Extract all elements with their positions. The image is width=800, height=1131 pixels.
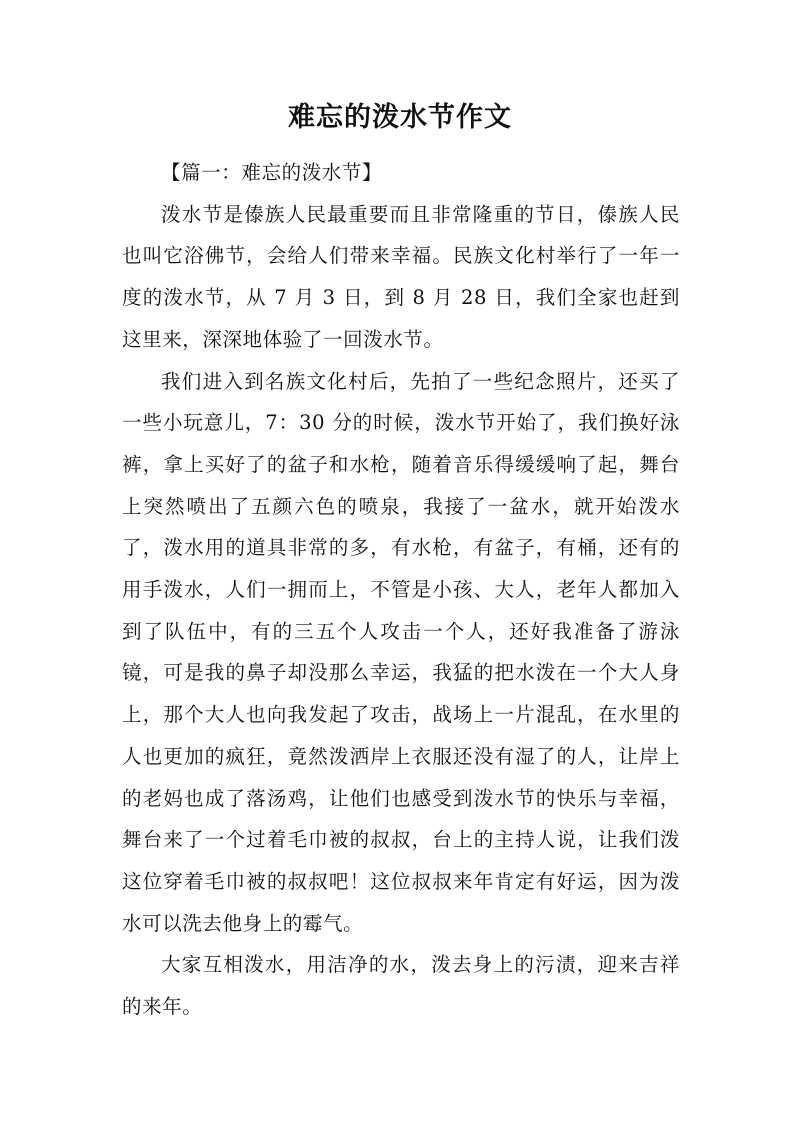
paragraph-1: 泼水节是傣族人民最重要而且非常隆重的节日，傣族人民也叫它浴佛节，会给人们带来幸福。民族文化村举行了一年一度的泼水节，从 7 月 3 日，到 8 月 28 日，我们全家也赶到这里来，深深地体验了一回泼水节。 (122, 202, 680, 351)
section-heading: 【篇一：难忘的泼水节】 (161, 161, 383, 184)
document-body (122, 152, 680, 1028)
paragraph-2: 我们进入到名族文化村后，先拍了一些纪念照片，还买了一些小玩意儿，7：30 分的时候，泼水节开始了，我们换好泳裤，拿上买好了的盆子和水枪，随着音乐得缓缓响了起，舞台上突然喷出了五颜六色的喷泉，我接了一盆水，就开始泼水了，泼水用的道具非常的多，有水枪，有盆子，有桶，还有的用手泼水，人们一拥而上，不管是小孩、大人，老年人都加入到了队伍中，有的三五个人攻击一个人，还好我准备了游泳镜，可是我的鼻子却没那么幸运，我猛的把水泼在一个大人身上，那个大人也向我发起了攻击，战场上一片混乱，在水里的人也更加的疯狂，竟然泼洒岸上衣服还没有湿了的人，让岸上的老妈也成了落汤鸡，让他们也感受到泼水节的快乐与幸福，舞台来了一个过着毛巾被的叔叔，台上的主持人说，让我们泼这位穿着毛巾被的叔叔吧！这位叔叔来年肯定有好运，因为泼水可以洗去他身上的霉气。 (122, 369, 680, 935)
paragraph-3: 大家互相泼水，用洁净的水，泼去身上的污渍，迎来吉祥的来年。 (122, 953, 680, 1019)
document-title: 难忘的泼水节作文 (288, 102, 512, 133)
